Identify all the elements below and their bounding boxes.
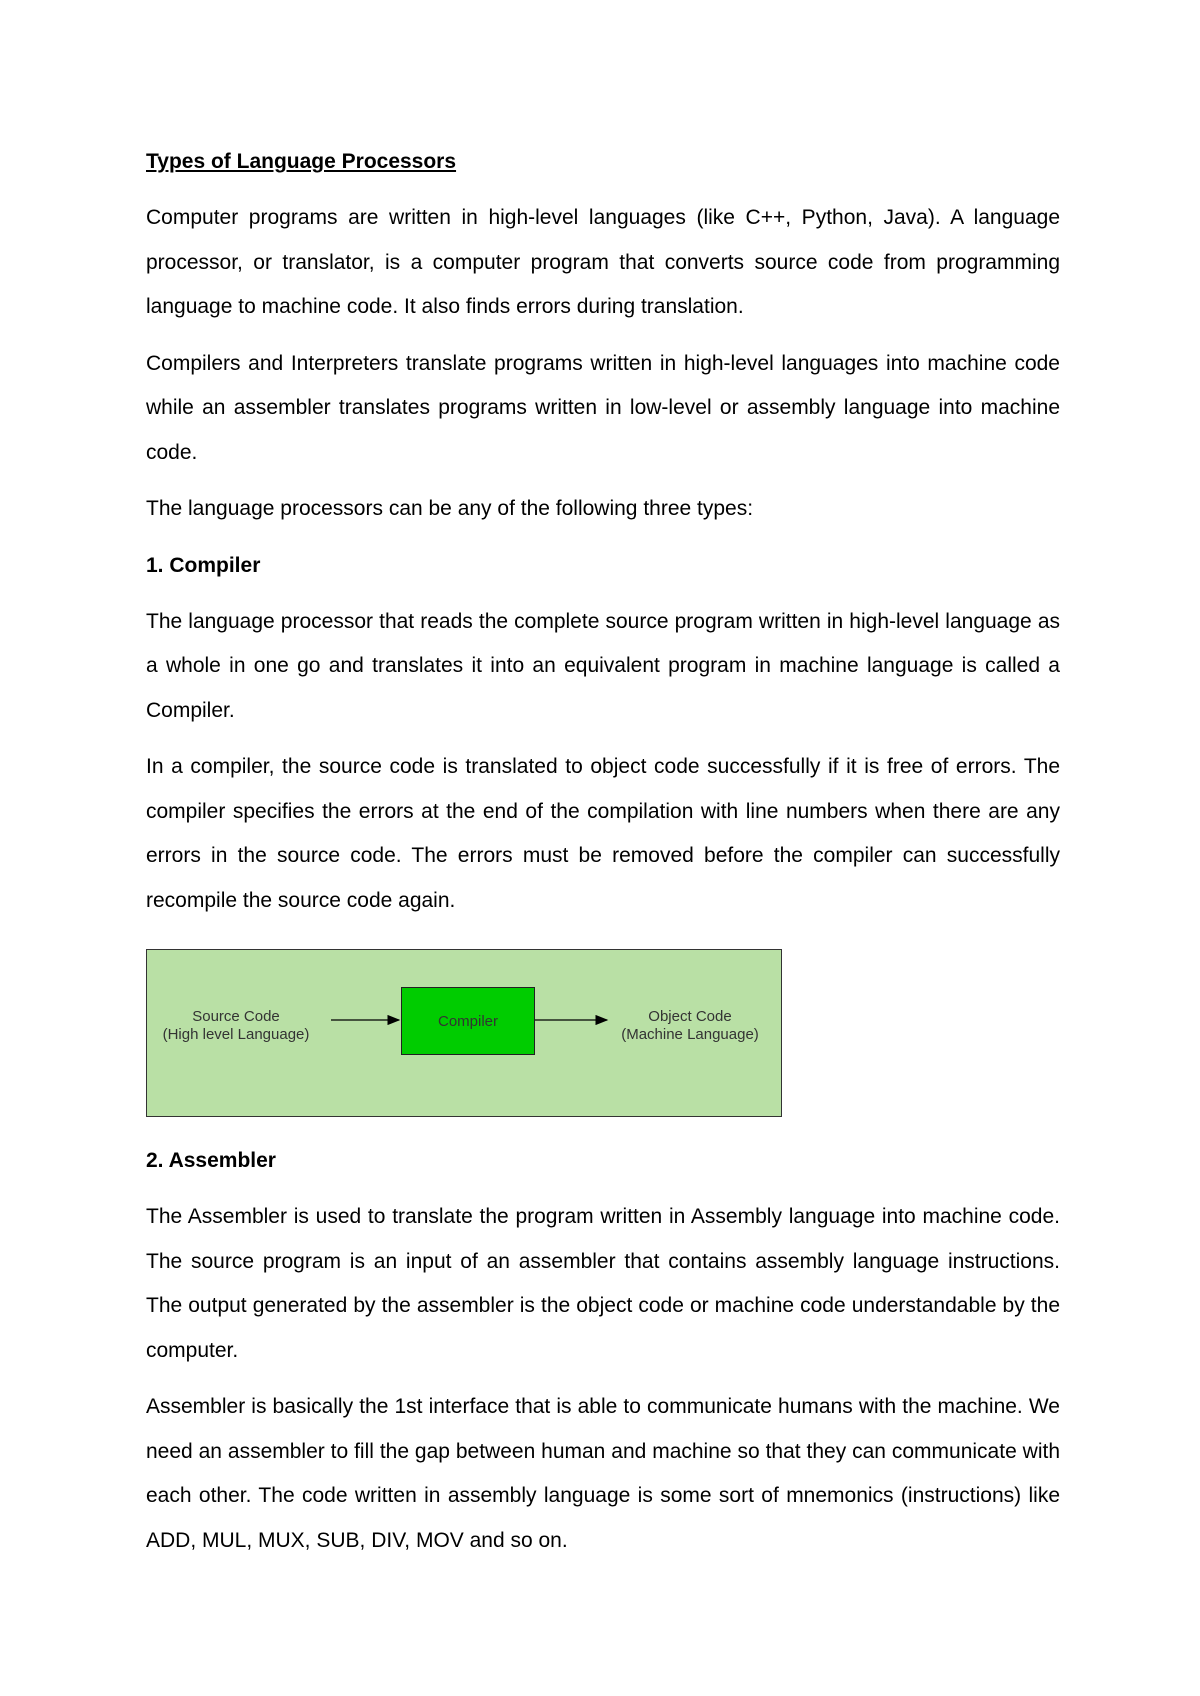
intro-paragraph-1: Computer programs are written in high-level languages (like C++, Python, Java). A language processor, or translator, is a computer program that converts source code from programming language to machine code. It also finds errors during translation. — [146, 206, 1060, 318]
object-code-line-2: (Machine Language) — [621, 1026, 759, 1043]
document-title: Types of Language Processors — [146, 150, 457, 173]
source-code-line-1: Source Code — [192, 1008, 280, 1025]
object-code-line-1: Object Code — [648, 1008, 732, 1025]
compiler-diagram — [146, 949, 782, 1117]
compiler-box: Compiler — [401, 987, 535, 1055]
compiler-paragraph-1: The language processor that reads the complete source program written in high-level language as a whole in one go and translates it into an equivalent program in machine language is called a Compiler. — [146, 609, 1060, 722]
source-code-label — [155, 1008, 317, 1044]
assembler-paragraph-2: Assembler is basically the 1st interface that is able to communicate humans with the machine. We need an assembler to fill the gap between human and machine so that they can communicate with each other. The code written in assembly language is some sort of mnemonics (instructions) like ADD, MUL, MUX, SUB, DIV, MOV and so on. — [146, 1395, 1060, 1552]
compiler-paragraph-2: In a compiler, the source code is translated to object code successfully if it is free of errors. The compiler specifies the errors at the end of the compilation with line numbers when there are any errors in the source code. The errors must be removed before the compiler can successfully recompile the source code again. — [146, 755, 1060, 912]
intro-paragraph-2: Compilers and Interpreters translate programs written in high-level languages into machine code while an assembler translates programs written in low-level or assembly language into machine code. — [146, 351, 1060, 464]
document-page — [146, 140, 1060, 1575]
object-code-label — [609, 1008, 771, 1044]
intro-paragraph-3: The language processors can be any of the following three types: — [146, 497, 754, 520]
compiler-heading: 1. Compiler — [146, 553, 261, 577]
assembler-heading: 2. Assembler — [146, 1149, 276, 1172]
source-code-line-2: (High level Language) — [162, 1026, 310, 1043]
assembler-paragraph-1: The Assembler is used to translate the program written in Assembly language into machine code. The source program is an input of an assembler that contains assembly language instructions. The output generated by the assembler is the object code or machine code understandable by the computer. — [146, 1205, 1060, 1362]
